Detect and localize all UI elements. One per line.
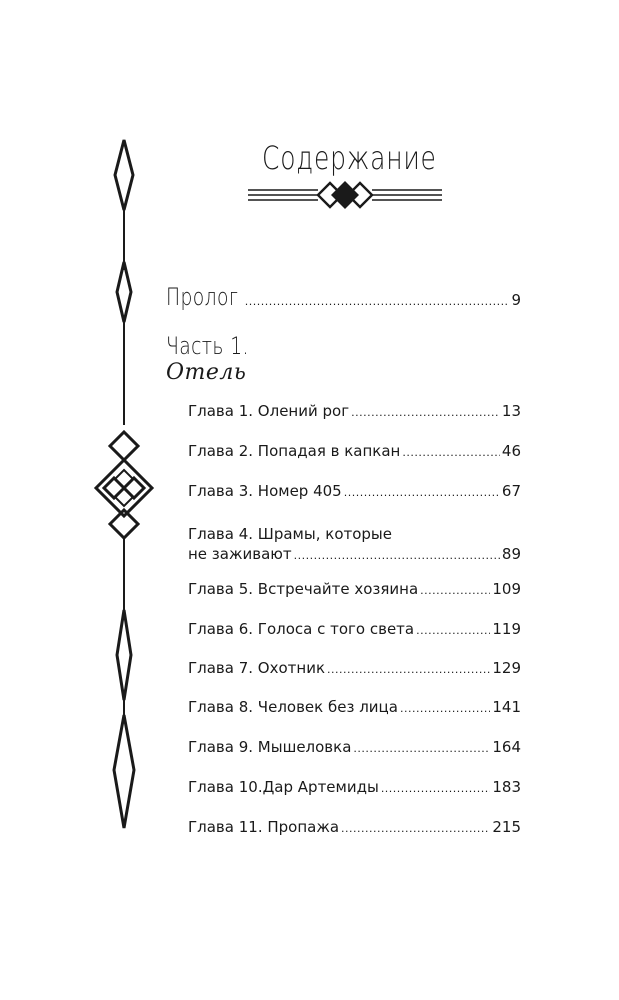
toc-chapter[interactable] [188, 818, 521, 836]
chapter-label: Глава 1. Олений рог [188, 402, 350, 420]
page-number: 141 [492, 698, 521, 716]
page-number: 46 [501, 442, 521, 460]
toc-prologue[interactable] [166, 283, 521, 311]
toc-chapter[interactable] [188, 659, 521, 677]
page-number: 67 [501, 482, 521, 500]
toc-chapter[interactable] [188, 402, 521, 420]
toc-chapter[interactable] [188, 580, 521, 598]
dot-leader [353, 743, 490, 754]
page-number: 164 [492, 738, 521, 756]
dot-leader [341, 823, 490, 834]
toc-chapter[interactable] [188, 482, 521, 500]
title-divider [248, 178, 442, 214]
toc-chapter[interactable] [188, 778, 521, 796]
page-number: 215 [492, 818, 521, 836]
page-number: 129 [492, 659, 521, 677]
chapter-label: Глава 11. Пропажа [188, 818, 340, 836]
dot-leader [327, 664, 490, 675]
dot-leader [344, 487, 500, 498]
chapter-label: Глава 8. Человек без лица [188, 698, 398, 716]
dot-leader [400, 703, 490, 714]
dot-leader [420, 585, 490, 596]
dot-leader [381, 783, 491, 794]
dot-leader [294, 550, 500, 561]
chapter-label: Глава 3. Номер 405 [188, 482, 342, 500]
page-number: 109 [492, 580, 521, 598]
toc-chapter[interactable] [188, 698, 521, 716]
chapter-label: Глава 7. Охотник [188, 659, 326, 677]
chapter-label: Глава 9. Мышеловка [188, 738, 352, 756]
chapter-label: Глава 5. Встречайте хозяина [188, 580, 419, 598]
page-number: 13 [501, 402, 521, 420]
part-subtitle: Отель [166, 360, 247, 385]
dot-leader [245, 296, 510, 307]
toc-chapter[interactable] [188, 738, 521, 756]
vertical-ornament [0, 0, 160, 1000]
part-heading [166, 332, 272, 360]
page-number: 9 [511, 291, 521, 309]
page-number: 89 [501, 545, 521, 563]
chapter-label: Глава 2. Попадая в капкан [188, 442, 401, 460]
page-number: 183 [492, 778, 521, 796]
page-number: 119 [492, 620, 521, 638]
chapter-label-continued: не заживают [188, 545, 292, 563]
dot-leader [402, 447, 500, 458]
chapter-label: Глава 4. Шрамы, которые [188, 525, 393, 543]
part-label: Часть 1. [166, 332, 249, 360]
dot-leader [416, 625, 490, 636]
prologue-label: Пролог [166, 283, 239, 311]
chapter-label: Глава 6. Голоса с того света [188, 620, 415, 638]
chapter-label: Глава 10.Дар Артемиды [188, 778, 379, 796]
dot-leader [351, 407, 500, 418]
page-title: Содержание [262, 139, 437, 177]
toc-chapter[interactable] [188, 523, 521, 563]
toc-chapter[interactable] [188, 442, 521, 460]
toc-chapter[interactable] [188, 620, 521, 638]
